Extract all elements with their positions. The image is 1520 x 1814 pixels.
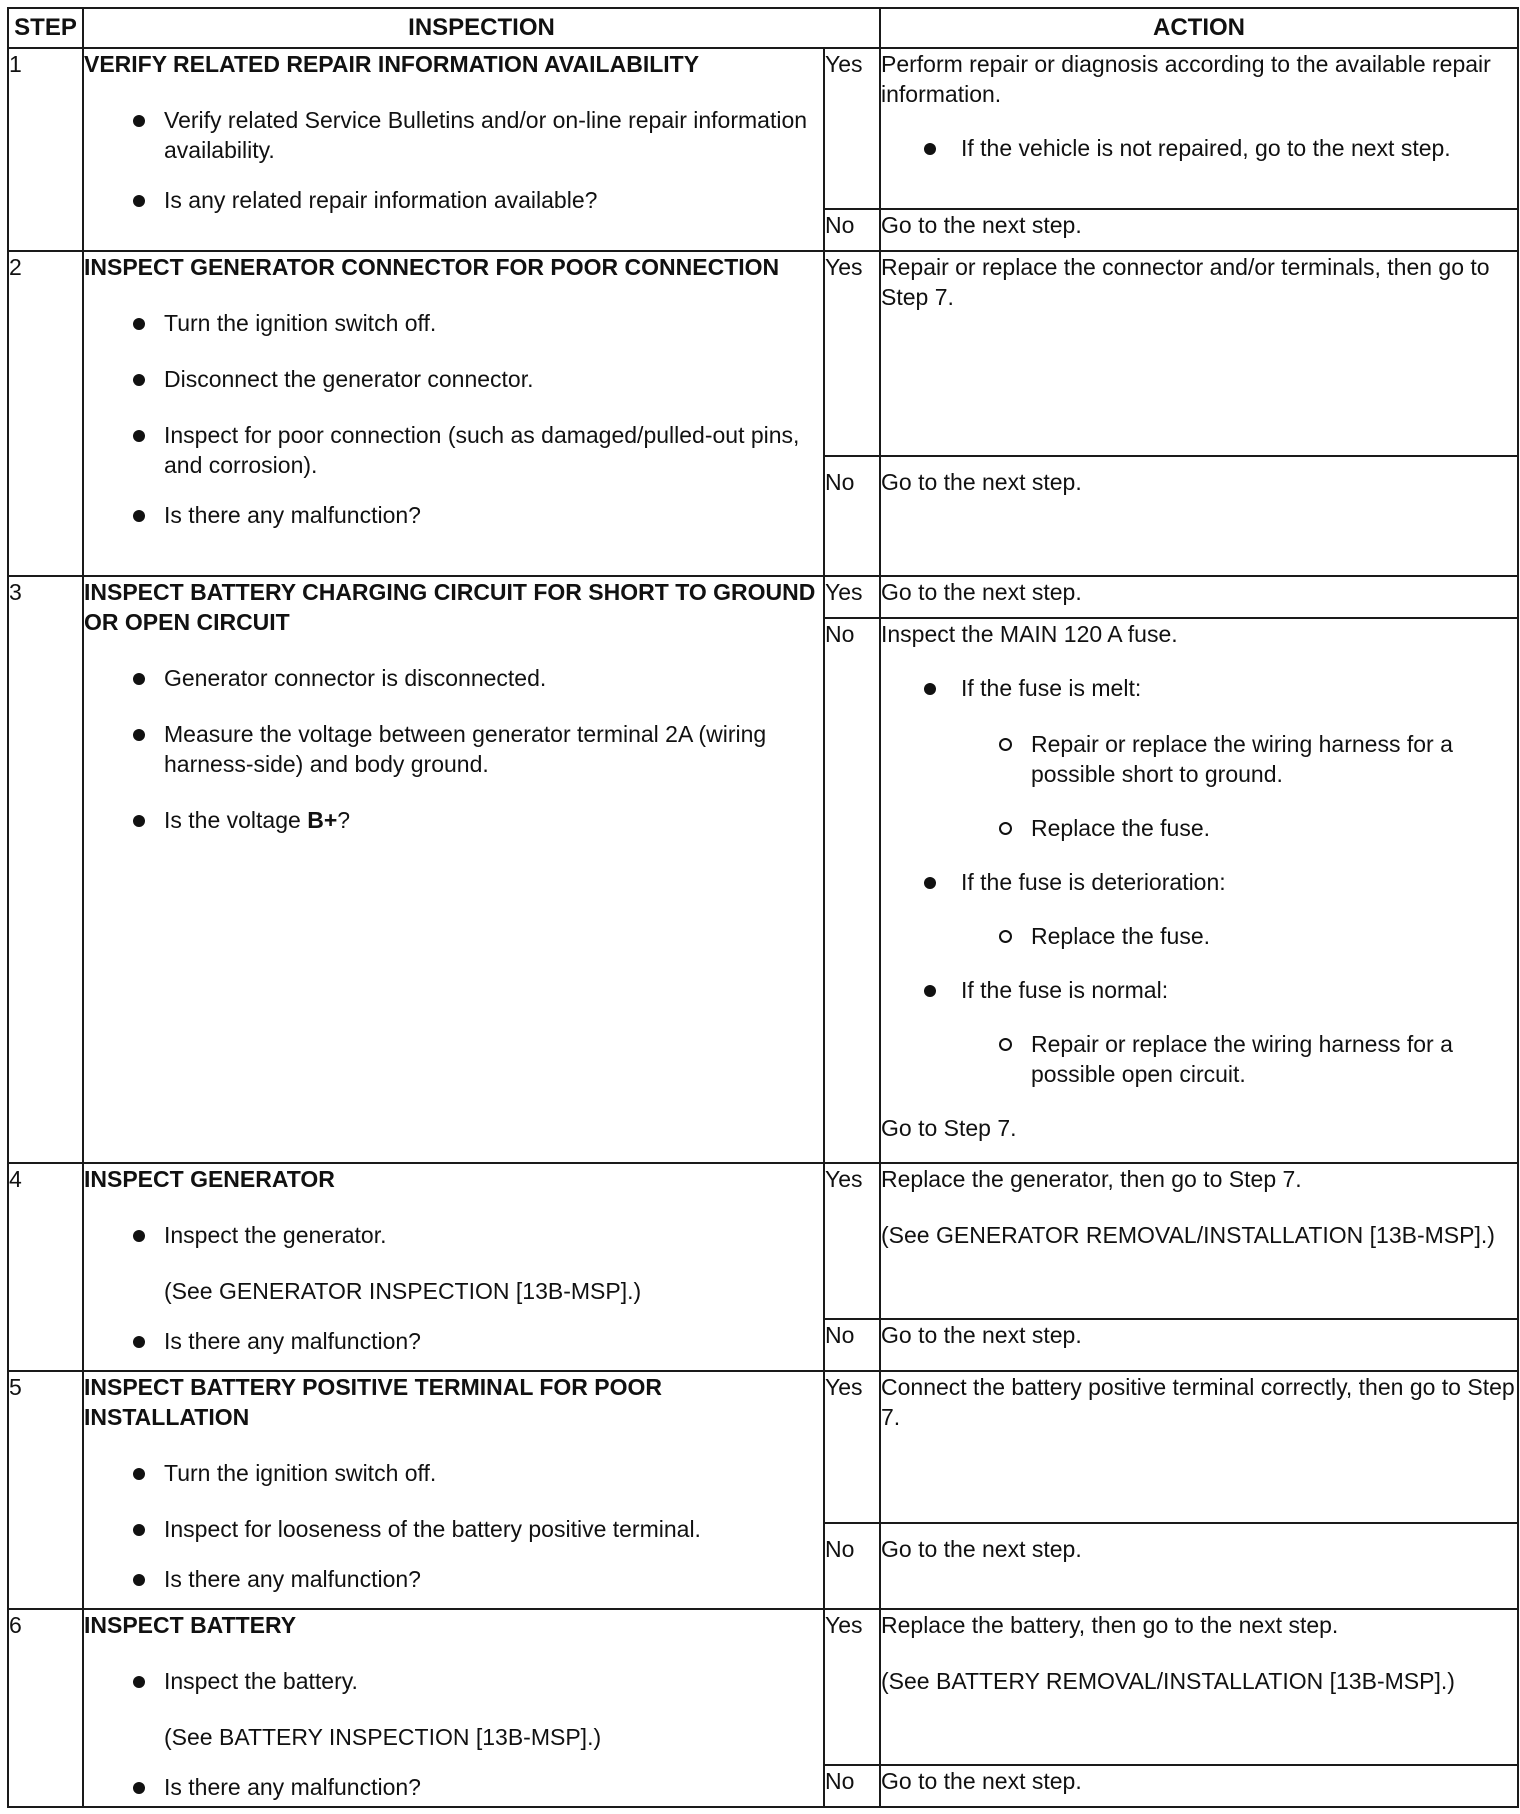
action-text: Replace the battery, then go to the next step. — [881, 1612, 1339, 1638]
step-title: INSPECT GENERATOR CONNECTOR FOR POOR CONNECTION — [84, 254, 780, 280]
yes-action — [880, 1609, 1518, 1765]
yes-action: Repair or replace the connector and/or terminals, then go to Step 7. — [880, 251, 1518, 456]
action-text: Replace the generator, then go to Step 7. — [881, 1166, 1302, 1192]
step-4-yes-row — [8, 1163, 1518, 1319]
no-label: No — [824, 209, 880, 251]
step-inspection — [83, 1609, 824, 1807]
no-action: Go to the next step. — [880, 1765, 1518, 1807]
action-text: Go to Step 7. — [881, 1115, 1017, 1141]
action-reference: (See GENERATOR REMOVAL/INSTALLATION [13B-MSP].) — [881, 1222, 1495, 1248]
step-1-yes-row — [8, 48, 1518, 209]
no-action: Go to the next step. — [880, 209, 1518, 251]
action-header: ACTION — [880, 8, 1518, 48]
no-label: No — [824, 1523, 880, 1609]
step-inspection — [83, 48, 824, 251]
step-inspection — [83, 1371, 824, 1609]
yes-label: Yes — [824, 1371, 880, 1523]
step-number: 1 — [8, 48, 83, 251]
step-number: 4 — [8, 1163, 83, 1371]
yes-label: Yes — [824, 1163, 880, 1319]
step-title: INSPECT GENERATOR — [84, 1166, 335, 1192]
inspection-bullet: Inspect the generator. — [84, 1220, 823, 1250]
action-bullet: If the fuse is deterioration: — [881, 867, 1517, 897]
step-inspection — [83, 576, 824, 1163]
action-subbullet: Replace the fuse. — [881, 921, 1517, 951]
inspection-header: INSPECTION — [83, 8, 880, 48]
inspection-bullet: Is there any malfunction? — [84, 1326, 823, 1356]
yes-label: Yes — [824, 251, 880, 456]
step-title: INSPECT BATTERY — [84, 1612, 297, 1638]
action-text: Perform repair or diagnosis according to the available repair information. — [881, 51, 1491, 107]
inspection-bullet: Is there any malfunction? — [84, 500, 823, 530]
step-number: 3 — [8, 576, 83, 1163]
step-3-yes-row — [8, 576, 1518, 618]
step-number: 5 — [8, 1371, 83, 1609]
action-subbullet: Repair or replace the wiring harness for a possible short to ground. — [881, 729, 1517, 789]
step-title: INSPECT BATTERY POSITIVE TERMINAL FOR POOR INSTALLATION — [84, 1374, 663, 1430]
step-title: VERIFY RELATED REPAIR INFORMATION AVAILABILITY — [84, 51, 700, 77]
step-number: 2 — [8, 251, 83, 576]
no-action: Go to the next step. — [880, 1319, 1518, 1371]
action-bullet: If the vehicle is not repaired, go to the next step. — [881, 133, 1517, 163]
step-header: STEP — [8, 8, 83, 48]
no-action: Go to the next step. — [880, 456, 1518, 576]
inspection-bullet: Turn the ignition switch off. — [84, 1458, 823, 1488]
step-title: INSPECT BATTERY CHARGING CIRCUIT FOR SHORT TO GROUND OR OPEN CIRCUIT — [84, 579, 816, 635]
inspection-bullet: Inspect for poor connection (such as damaged/pulled-out pins, and corrosion). — [84, 420, 823, 480]
no-label: No — [824, 456, 880, 576]
action-bullet: If the fuse is melt: — [881, 673, 1517, 703]
inspection-bullet: Measure the voltage between generator terminal 2A (wiring harness-side) and body ground. — [84, 719, 823, 779]
yes-label: Yes — [824, 48, 880, 209]
no-label: No — [824, 618, 880, 1163]
inspection-bullet: Generator connector is disconnected. — [84, 663, 823, 693]
action-subbullet: Repair or replace the wiring harness for a possible open circuit. — [881, 1029, 1517, 1089]
inspection-bullet: Is there any malfunction? — [84, 1564, 823, 1594]
inspection-bullet: Is any related repair information available? — [84, 185, 823, 215]
header-row — [8, 8, 1518, 48]
step-inspection — [83, 251, 824, 576]
inspection-bullet: Disconnect the generator connector. — [84, 364, 823, 394]
yes-action — [880, 48, 1518, 209]
step-5-yes-row — [8, 1371, 1518, 1523]
inspection-bullet: Is there any malfunction? — [84, 1772, 823, 1802]
bullet-text: ? — [337, 807, 351, 833]
inspection-bullet — [84, 805, 823, 835]
inspection-bullet: Turn the ignition switch off. — [84, 308, 823, 338]
diagnostic-procedure-table — [7, 7, 1519, 1808]
step-2-yes-row — [8, 251, 1518, 456]
yes-label: Yes — [824, 576, 880, 618]
no-label: No — [824, 1765, 880, 1807]
step-inspection — [83, 1163, 824, 1371]
inspection-reference: (See GENERATOR INSPECTION [13B-MSP].) — [164, 1278, 642, 1304]
yes-action: Connect the battery positive terminal correctly, then go to Step 7. — [880, 1371, 1518, 1523]
action-subbullet: Replace the fuse. — [881, 813, 1517, 843]
inspection-bullet: Inspect for looseness of the battery positive terminal. — [84, 1514, 823, 1544]
inspection-bullet: Inspect the battery. — [84, 1666, 823, 1696]
no-action — [880, 618, 1518, 1163]
yes-action: Go to the next step. — [880, 576, 1518, 618]
inspection-reference: (See BATTERY INSPECTION [13B-MSP].) — [164, 1724, 602, 1750]
inspection-bullet: Verify related Service Bulletins and/or on-line repair information availability. — [84, 105, 823, 165]
bullet-text: Is the voltage — [164, 807, 308, 833]
yes-action — [880, 1163, 1518, 1319]
step-6-yes-row — [8, 1609, 1518, 1765]
action-reference: (See BATTERY REMOVAL/INSTALLATION [13B-MSP].) — [881, 1668, 1455, 1694]
action-text: Inspect the MAIN 120 A fuse. — [881, 621, 1178, 647]
no-label: No — [824, 1319, 880, 1371]
no-action: Go to the next step. — [880, 1523, 1518, 1609]
action-bullet: If the fuse is normal: — [881, 975, 1517, 1005]
step-number: 6 — [8, 1609, 83, 1807]
yes-label: Yes — [824, 1609, 880, 1765]
voltage-value: B+ — [307, 807, 338, 833]
